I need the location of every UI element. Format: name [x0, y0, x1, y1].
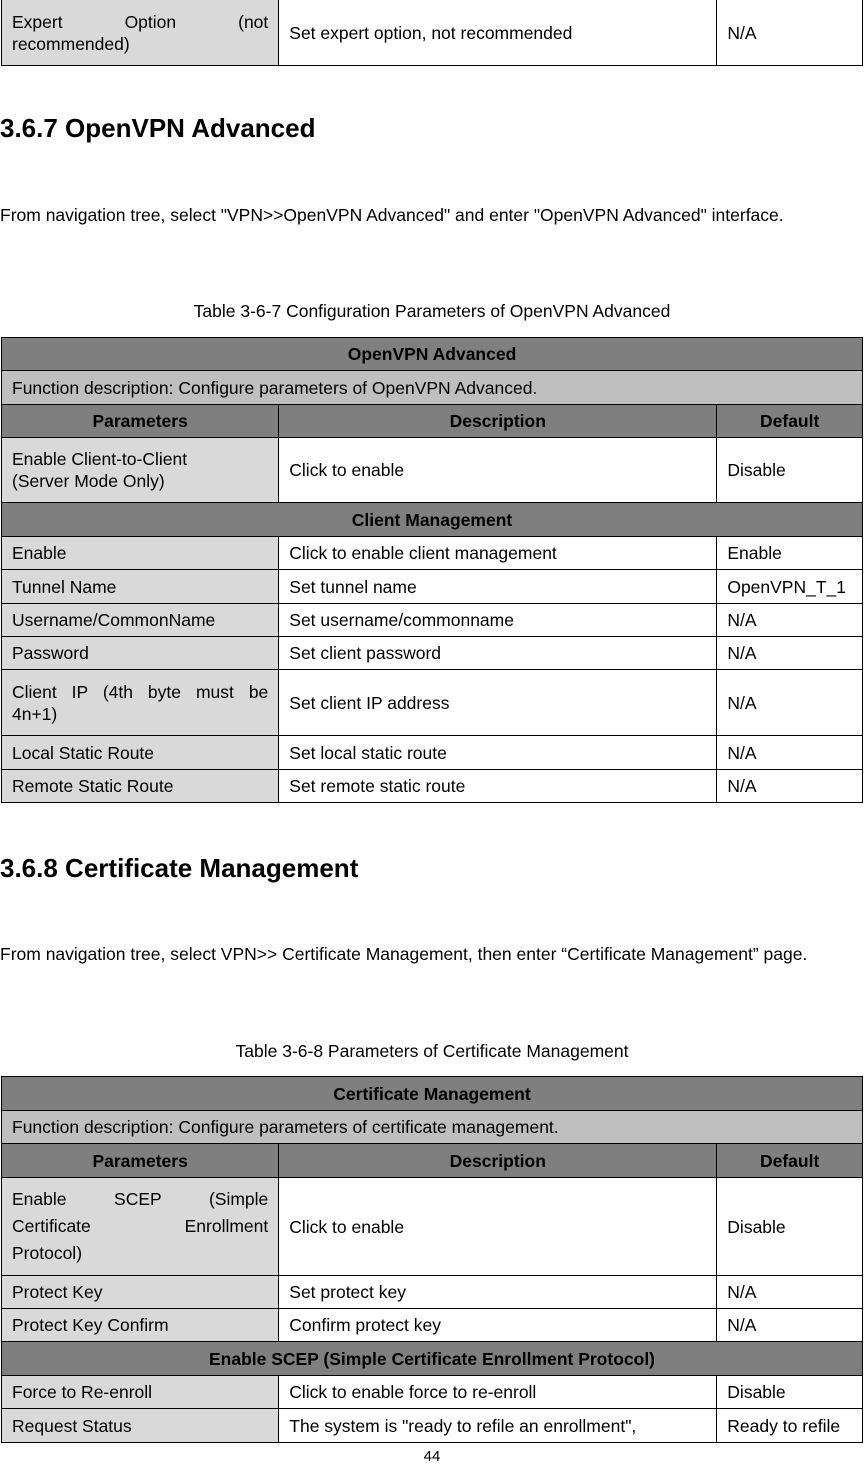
default-cell: N/A [717, 670, 863, 736]
subsection-title: Enable SCEP (Simple Certificate Enrollment Protocol) [2, 1342, 863, 1376]
param-text: Enable Client-to-Client [12, 449, 188, 469]
desc-cell: Set expert option, not recommended [279, 0, 717, 66]
page-number: 44 [423, 1448, 441, 1465]
param-cell: Local Static Route [2, 736, 279, 770]
default-cell: N/A [717, 1309, 863, 1342]
param-cell [2, 670, 279, 736]
table-title: OpenVPN Advanced [2, 338, 863, 371]
param-text: Expert Option (not [12, 11, 269, 32]
desc-cell: Click to enable client management [279, 537, 717, 570]
header-description: Description [279, 405, 717, 438]
param-cell: Enable [2, 537, 279, 570]
default-cell: N/A [717, 770, 863, 803]
table-row [2, 438, 863, 503]
default-cell: OpenVPN_T_1 [717, 570, 863, 604]
param-text: recommended) [12, 33, 130, 54]
table-row [2, 1178, 863, 1276]
table-row [2, 570, 863, 604]
default-cell: N/A [717, 0, 863, 66]
param-cell: Username/CommonName [2, 604, 279, 637]
param-text: Enable SCEP (Simple [12, 1189, 269, 1209]
function-row [2, 1111, 863, 1144]
desc-cell: Set client password [279, 637, 717, 670]
header-default: Default [717, 405, 863, 438]
section-heading: 3.6.8 Certificate Management [0, 853, 359, 883]
default-cell: N/A [717, 604, 863, 637]
table-row [2, 1309, 863, 1342]
table-row [2, 0, 863, 66]
table-row [2, 637, 863, 670]
table-row [2, 736, 863, 770]
table-row [2, 537, 863, 570]
intro-paragraph: From navigation tree, select "VPN>>OpenVPN Advanced" and enter "OpenVPN Advanced" interface. [0, 205, 784, 225]
param-cell: Protect Key Confirm [2, 1309, 279, 1342]
desc-cell: Set tunnel name [279, 570, 717, 604]
subsection-title: Client Management [2, 503, 863, 537]
table-title-row [2, 1077, 863, 1111]
param-text: Client IP (4th byte must be [12, 681, 269, 702]
header-parameters: Parameters [2, 405, 279, 438]
default-cell: Disable [717, 1376, 863, 1409]
default-cell: Ready to refile [717, 1409, 863, 1443]
param-cell [2, 1178, 279, 1276]
param-cell: Password [2, 637, 279, 670]
desc-cell: The system is "ready to refile an enrollment", [279, 1409, 717, 1443]
header-row [2, 1144, 863, 1178]
table-row [2, 670, 863, 736]
intro-paragraph: From navigation tree, select VPN>> Certificate Management, then enter “Certificate Management” page. [0, 944, 808, 964]
param-cell: Remote Static Route [2, 770, 279, 803]
function-description: Function description: Configure parameters of certificate management. [2, 1111, 863, 1144]
header-description: Description [279, 1144, 717, 1178]
desc-cell: Click to enable [279, 438, 717, 503]
header-row [2, 405, 863, 438]
desc-cell: Set username/commonname [279, 604, 717, 637]
desc-cell: Set client IP address [279, 670, 717, 736]
default-cell: N/A [717, 1276, 863, 1309]
param-text: 4n+1) [12, 703, 58, 724]
table-row [2, 1276, 863, 1309]
function-row [2, 371, 863, 405]
desc-cell: Set protect key [279, 1276, 717, 1309]
desc-cell: Confirm protect key [279, 1309, 717, 1342]
param-cell: Force to Re-enroll [2, 1376, 279, 1409]
param-cell: Protect Key [2, 1276, 279, 1309]
table-row [2, 1376, 863, 1409]
default-cell: N/A [717, 736, 863, 770]
subsection-row [2, 1342, 863, 1376]
desc-cell: Set remote static route [279, 770, 717, 803]
desc-cell: Click to enable force to re-enroll [279, 1376, 717, 1409]
header-default: Default [717, 1144, 863, 1178]
table-row [2, 1409, 863, 1443]
table-continuation [1, 0, 863, 66]
default-cell: Disable [717, 1178, 863, 1276]
param-cell: Request Status [2, 1409, 279, 1443]
table-caption: Table 3-6-7 Configuration Parameters of OpenVPN Advanced [193, 301, 671, 321]
param-text: (Server Mode Only) [12, 471, 165, 491]
param-cell [2, 438, 279, 503]
certificate-management-table [1, 1076, 863, 1443]
subsection-row [2, 503, 863, 537]
header-parameters: Parameters [2, 1144, 279, 1178]
desc-cell: Set local static route [279, 736, 717, 770]
table-caption: Table 3-6-8 Parameters of Certificate Management [235, 1041, 629, 1061]
table-row [2, 604, 863, 637]
param-cell [2, 0, 279, 66]
openvpn-advanced-table [1, 337, 863, 803]
section-heading: 3.6.7 OpenVPN Advanced [0, 113, 316, 143]
default-cell: Enable [717, 537, 863, 570]
param-text: Protocol) [12, 1243, 83, 1263]
default-cell: Disable [717, 438, 863, 503]
param-text: Certificate Enrollment [12, 1216, 269, 1236]
table-title-row [2, 338, 863, 371]
table-row [2, 770, 863, 803]
table-title: Certificate Management [2, 1077, 863, 1111]
function-description: Function description: Configure parameters of OpenVPN Advanced. [2, 371, 863, 405]
param-cell: Tunnel Name [2, 570, 279, 604]
desc-cell: Click to enable [279, 1178, 717, 1276]
default-cell: N/A [717, 637, 863, 670]
